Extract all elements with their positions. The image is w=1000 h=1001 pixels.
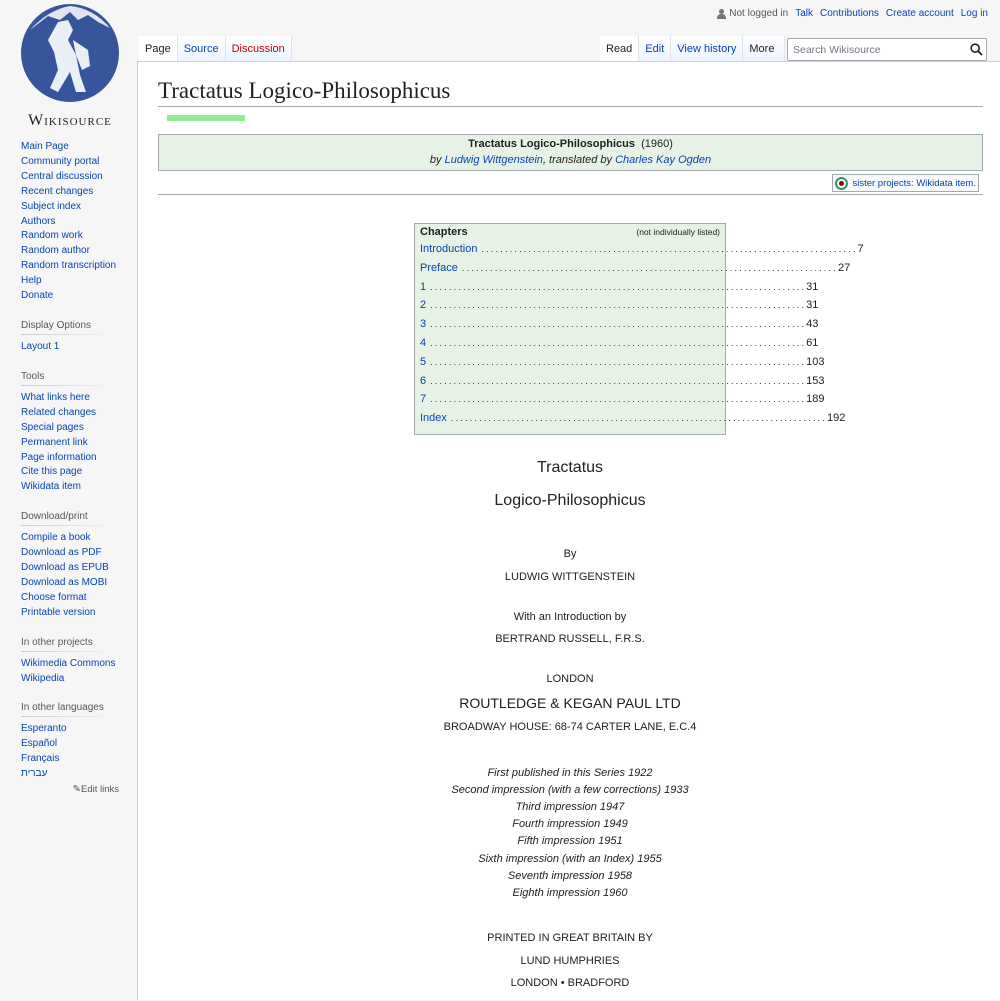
project-link-wikipedia[interactable]: Wikipedia bbox=[21, 672, 65, 684]
chapters-note: (not individually listed) bbox=[636, 227, 720, 237]
by-line: By bbox=[563, 548, 577, 560]
printer-line: LUND HUMPHRIES bbox=[520, 955, 620, 967]
leader-dots: ................................................................................ bbox=[430, 281, 807, 292]
not-logged-in-label: Not logged in bbox=[729, 8, 789, 19]
author-line: LUDWIG WITTGENSTEIN bbox=[504, 571, 636, 583]
namespace-tabs bbox=[139, 36, 292, 62]
tools-heading: Tools bbox=[21, 365, 119, 386]
project-item bbox=[21, 672, 119, 687]
intro-by-line: With an Introduction by bbox=[513, 611, 627, 623]
author-link[interactable]: Ludwig Wittgenstein bbox=[444, 154, 543, 166]
chapter-page-number: 192 bbox=[826, 412, 846, 425]
nav-item bbox=[21, 289, 119, 304]
language-item bbox=[21, 722, 119, 737]
tool-link-cite-this-page[interactable]: Cite this page bbox=[21, 466, 83, 478]
language-link-fran-ais[interactable]: Français bbox=[21, 753, 60, 765]
leader-dots: ................................................................................ bbox=[430, 375, 807, 386]
sidebar-languages bbox=[21, 696, 119, 795]
impression-line: Fourth impression 1949 bbox=[512, 818, 628, 831]
log-in-link[interactable]: Log in bbox=[960, 8, 988, 19]
nav-item bbox=[21, 200, 119, 215]
nav-item bbox=[21, 140, 119, 155]
chapter-link[interactable]: 6 bbox=[420, 374, 427, 387]
leader-dots: ................................................................................ bbox=[430, 319, 807, 330]
sister-projects-link[interactable]: sister projects: Wikidata item. bbox=[852, 177, 976, 189]
tool-link-what-links-here[interactable]: What links here bbox=[21, 391, 90, 403]
personal-tools bbox=[717, 8, 988, 19]
leader-dots: ................................................................................ bbox=[430, 300, 807, 311]
tool-item bbox=[21, 406, 119, 421]
edit-links-button[interactable] bbox=[21, 784, 119, 795]
download-item bbox=[21, 546, 119, 561]
create-account-link[interactable]: Create account bbox=[885, 8, 954, 19]
address-line: BROADWAY HOUSE: 68-74 CARTER LANE, E.C.4 bbox=[443, 721, 697, 733]
tab-read[interactable]: Read bbox=[600, 36, 639, 62]
tool-item bbox=[21, 391, 119, 406]
nav-item bbox=[21, 229, 119, 244]
chapter-link[interactable]: 1 bbox=[420, 280, 427, 293]
leader-dots: ................................................................................ bbox=[430, 337, 807, 348]
printer-location-line: LONDON • BRADFORD bbox=[510, 977, 630, 989]
leader-dots: ................................................................................ bbox=[430, 394, 807, 405]
nav-link-random-author[interactable]: Random author bbox=[21, 245, 90, 257]
download-link-download-as-epub[interactable]: Download as EPUB bbox=[21, 562, 109, 574]
chapter-link[interactable]: Preface bbox=[420, 261, 458, 274]
download-link-choose-format[interactable]: Choose format bbox=[21, 591, 87, 603]
user-icon bbox=[717, 9, 726, 19]
chapter-page-number: 27 bbox=[837, 261, 851, 274]
by-label: by bbox=[429, 154, 445, 166]
proofread-status-bar bbox=[167, 115, 245, 121]
site-logo[interactable] bbox=[18, 0, 122, 130]
chapter-link[interactable]: 4 bbox=[420, 336, 427, 349]
tab-source[interactable]: Source bbox=[178, 36, 226, 62]
title-line-2: Logico-Philosophicus bbox=[494, 492, 646, 509]
tool-link-permanent-link[interactable]: Permanent link bbox=[21, 436, 88, 448]
impression-line: Seventh impression 1958 bbox=[507, 869, 633, 882]
pencil-icon: ✎ bbox=[72, 784, 81, 796]
view-tabs bbox=[600, 36, 785, 62]
nav-item bbox=[21, 155, 119, 170]
chapter-link[interactable]: 3 bbox=[420, 318, 427, 331]
tab-edit[interactable]: Edit bbox=[639, 36, 671, 62]
chapter-link[interactable]: 7 bbox=[420, 393, 427, 406]
page-title: Tractatus Logico-Philosophicus bbox=[158, 78, 983, 107]
download-link-download-as-pdf[interactable]: Download as PDF bbox=[21, 547, 102, 559]
talk-link[interactable]: Talk bbox=[795, 8, 813, 19]
impression-line: Second impression (with a few corrections) 1933 bbox=[451, 784, 689, 797]
impression-line: Eighth impression 1960 bbox=[512, 886, 628, 899]
download-item bbox=[21, 561, 119, 576]
tool-item bbox=[21, 436, 119, 451]
tool-item bbox=[21, 465, 119, 480]
sidebar-tools bbox=[21, 365, 119, 495]
nav-link-random-work[interactable]: Random work bbox=[21, 230, 83, 242]
other-projects-heading: In other projects bbox=[21, 631, 119, 652]
nav-link-help[interactable]: Help bbox=[21, 275, 42, 287]
impression-line: First published in this Series 1922 bbox=[487, 767, 653, 779]
tool-item bbox=[21, 480, 119, 495]
tool-link-page-information[interactable]: Page information bbox=[21, 451, 97, 463]
work-title: Tractatus Logico-Philosophicus bbox=[468, 138, 635, 150]
languages-heading: In other languages bbox=[21, 696, 119, 717]
display-option-link-layout-1[interactable]: Layout 1 bbox=[21, 340, 60, 352]
leader-dots: ................................................................................ bbox=[430, 356, 807, 367]
wikidata-icon bbox=[835, 177, 848, 190]
city-line: LONDON bbox=[546, 673, 594, 685]
tool-item bbox=[21, 421, 119, 436]
sidebar-download bbox=[21, 505, 119, 620]
chapter-page-number: 43 bbox=[806, 318, 819, 331]
intro-author-line: BERTRAND RUSSELL, F.R.S. bbox=[495, 633, 645, 645]
chapter-page-number: 189 bbox=[806, 393, 825, 406]
tool-link-special-pages[interactable]: Special pages bbox=[21, 421, 84, 433]
download-item bbox=[21, 606, 119, 621]
not-logged-in bbox=[717, 8, 788, 19]
nav-item bbox=[21, 259, 119, 274]
more-label: More bbox=[749, 43, 775, 55]
language-item bbox=[21, 752, 119, 767]
chapter-page-number: 7 bbox=[857, 243, 864, 255]
download-link-printable-version[interactable]: Printable version bbox=[21, 606, 96, 618]
title-line-1: Tractatus bbox=[536, 459, 604, 476]
tab-view-history[interactable]: View history bbox=[671, 36, 743, 62]
edit-links-label: Edit links bbox=[80, 784, 119, 796]
nav-link-donate[interactable]: Donate bbox=[21, 290, 54, 302]
sidebar-navigation bbox=[21, 140, 119, 304]
nav-item bbox=[21, 244, 119, 259]
content-area bbox=[137, 61, 1000, 1000]
project-link-wikimedia-commons[interactable]: Wikimedia Commons bbox=[21, 657, 116, 669]
impression-line: Fifth impression 1951 bbox=[517, 835, 623, 848]
more-menu[interactable] bbox=[743, 36, 785, 62]
chapter-page-number: 31 bbox=[806, 299, 819, 312]
search-icon[interactable] bbox=[970, 43, 983, 56]
nav-item bbox=[21, 215, 119, 230]
work-year: (1960) bbox=[641, 138, 673, 150]
leader-dots: ................................................................................ bbox=[450, 413, 827, 424]
publisher-line: ROUTLEDGE & KEGAN PAUL LTD bbox=[459, 695, 681, 711]
language-item bbox=[21, 737, 119, 752]
chapter-page-number: 31 bbox=[806, 280, 819, 293]
title-page bbox=[420, 62, 720, 1001]
chapter-page-number: 61 bbox=[806, 336, 819, 349]
wikisource-logo-icon bbox=[18, 0, 122, 106]
impression-line: Third impression 1947 bbox=[515, 801, 625, 814]
nav-link-subject-index[interactable]: Subject index bbox=[21, 200, 82, 212]
chapters-heading: Chapters bbox=[420, 226, 468, 238]
printed-in-line: PRINTED IN GREAT BRITAIN BY bbox=[487, 932, 653, 944]
download-link-compile-a-book[interactable]: Compile a book bbox=[21, 532, 91, 544]
nav-item bbox=[21, 185, 119, 200]
nav-link-recent-changes[interactable]: Recent changes bbox=[21, 185, 94, 197]
language-link-espa-ol[interactable]: Español bbox=[21, 738, 58, 750]
download-link-download-as-mobi[interactable]: Download as MOBI bbox=[21, 576, 108, 588]
display-option-item bbox=[21, 340, 119, 355]
language-link-item[interactable]: עברית bbox=[21, 768, 48, 780]
nav-link-authors[interactable]: Authors bbox=[21, 215, 56, 227]
display-options-heading: Display Options bbox=[21, 314, 119, 335]
sister-projects-box bbox=[832, 174, 979, 192]
contributions-link[interactable]: Contributions bbox=[820, 8, 879, 19]
tab-discussion[interactable]: Discussion bbox=[226, 36, 292, 62]
download-item bbox=[21, 531, 119, 546]
sidebar-display-options bbox=[21, 314, 119, 355]
chapter-link[interactable]: 2 bbox=[420, 299, 427, 312]
nav-link-central-discussion[interactable]: Central discussion bbox=[21, 170, 103, 182]
tool-link-wikidata-item[interactable]: Wikidata item bbox=[21, 481, 82, 493]
translated-by-label: , translated by bbox=[542, 154, 616, 166]
nav-item bbox=[21, 274, 119, 289]
search-input[interactable] bbox=[788, 39, 963, 60]
chapter-link[interactable]: Introduction bbox=[420, 243, 478, 255]
chapter-page-number: 103 bbox=[806, 355, 825, 368]
nav-item bbox=[21, 170, 119, 185]
tab-page[interactable]: Page bbox=[139, 36, 178, 62]
leader-dots: ................................................................................ bbox=[481, 244, 858, 254]
project-item bbox=[21, 657, 119, 672]
download-item bbox=[21, 591, 119, 606]
nav-link-community-portal[interactable]: Community portal bbox=[21, 155, 100, 167]
download-item bbox=[21, 576, 119, 591]
chapter-link[interactable]: Index bbox=[420, 412, 447, 425]
language-link-esperanto[interactable]: Esperanto bbox=[21, 723, 67, 735]
translator-link[interactable]: Charles Kay Ogden bbox=[615, 154, 712, 166]
site-wordmark: Wikisource bbox=[28, 112, 112, 129]
nav-link-main-page[interactable]: Main Page bbox=[21, 141, 69, 152]
chapter-link[interactable]: 5 bbox=[420, 355, 427, 368]
sidebar-other-projects bbox=[21, 631, 119, 687]
chapter-page-number: 153 bbox=[806, 374, 825, 387]
language-item bbox=[21, 767, 119, 782]
tool-link-related-changes[interactable]: Related changes bbox=[21, 406, 97, 418]
leader-dots: ................................................................................ bbox=[461, 262, 838, 273]
tool-item bbox=[21, 451, 119, 466]
nav-link-random-transcription[interactable]: Random transcription bbox=[21, 260, 117, 272]
search-box bbox=[787, 38, 987, 61]
impression-line: Sixth impression (with an Index) 1955 bbox=[478, 852, 662, 865]
download-heading: Download/print bbox=[21, 505, 119, 526]
sidebar bbox=[0, 140, 138, 805]
